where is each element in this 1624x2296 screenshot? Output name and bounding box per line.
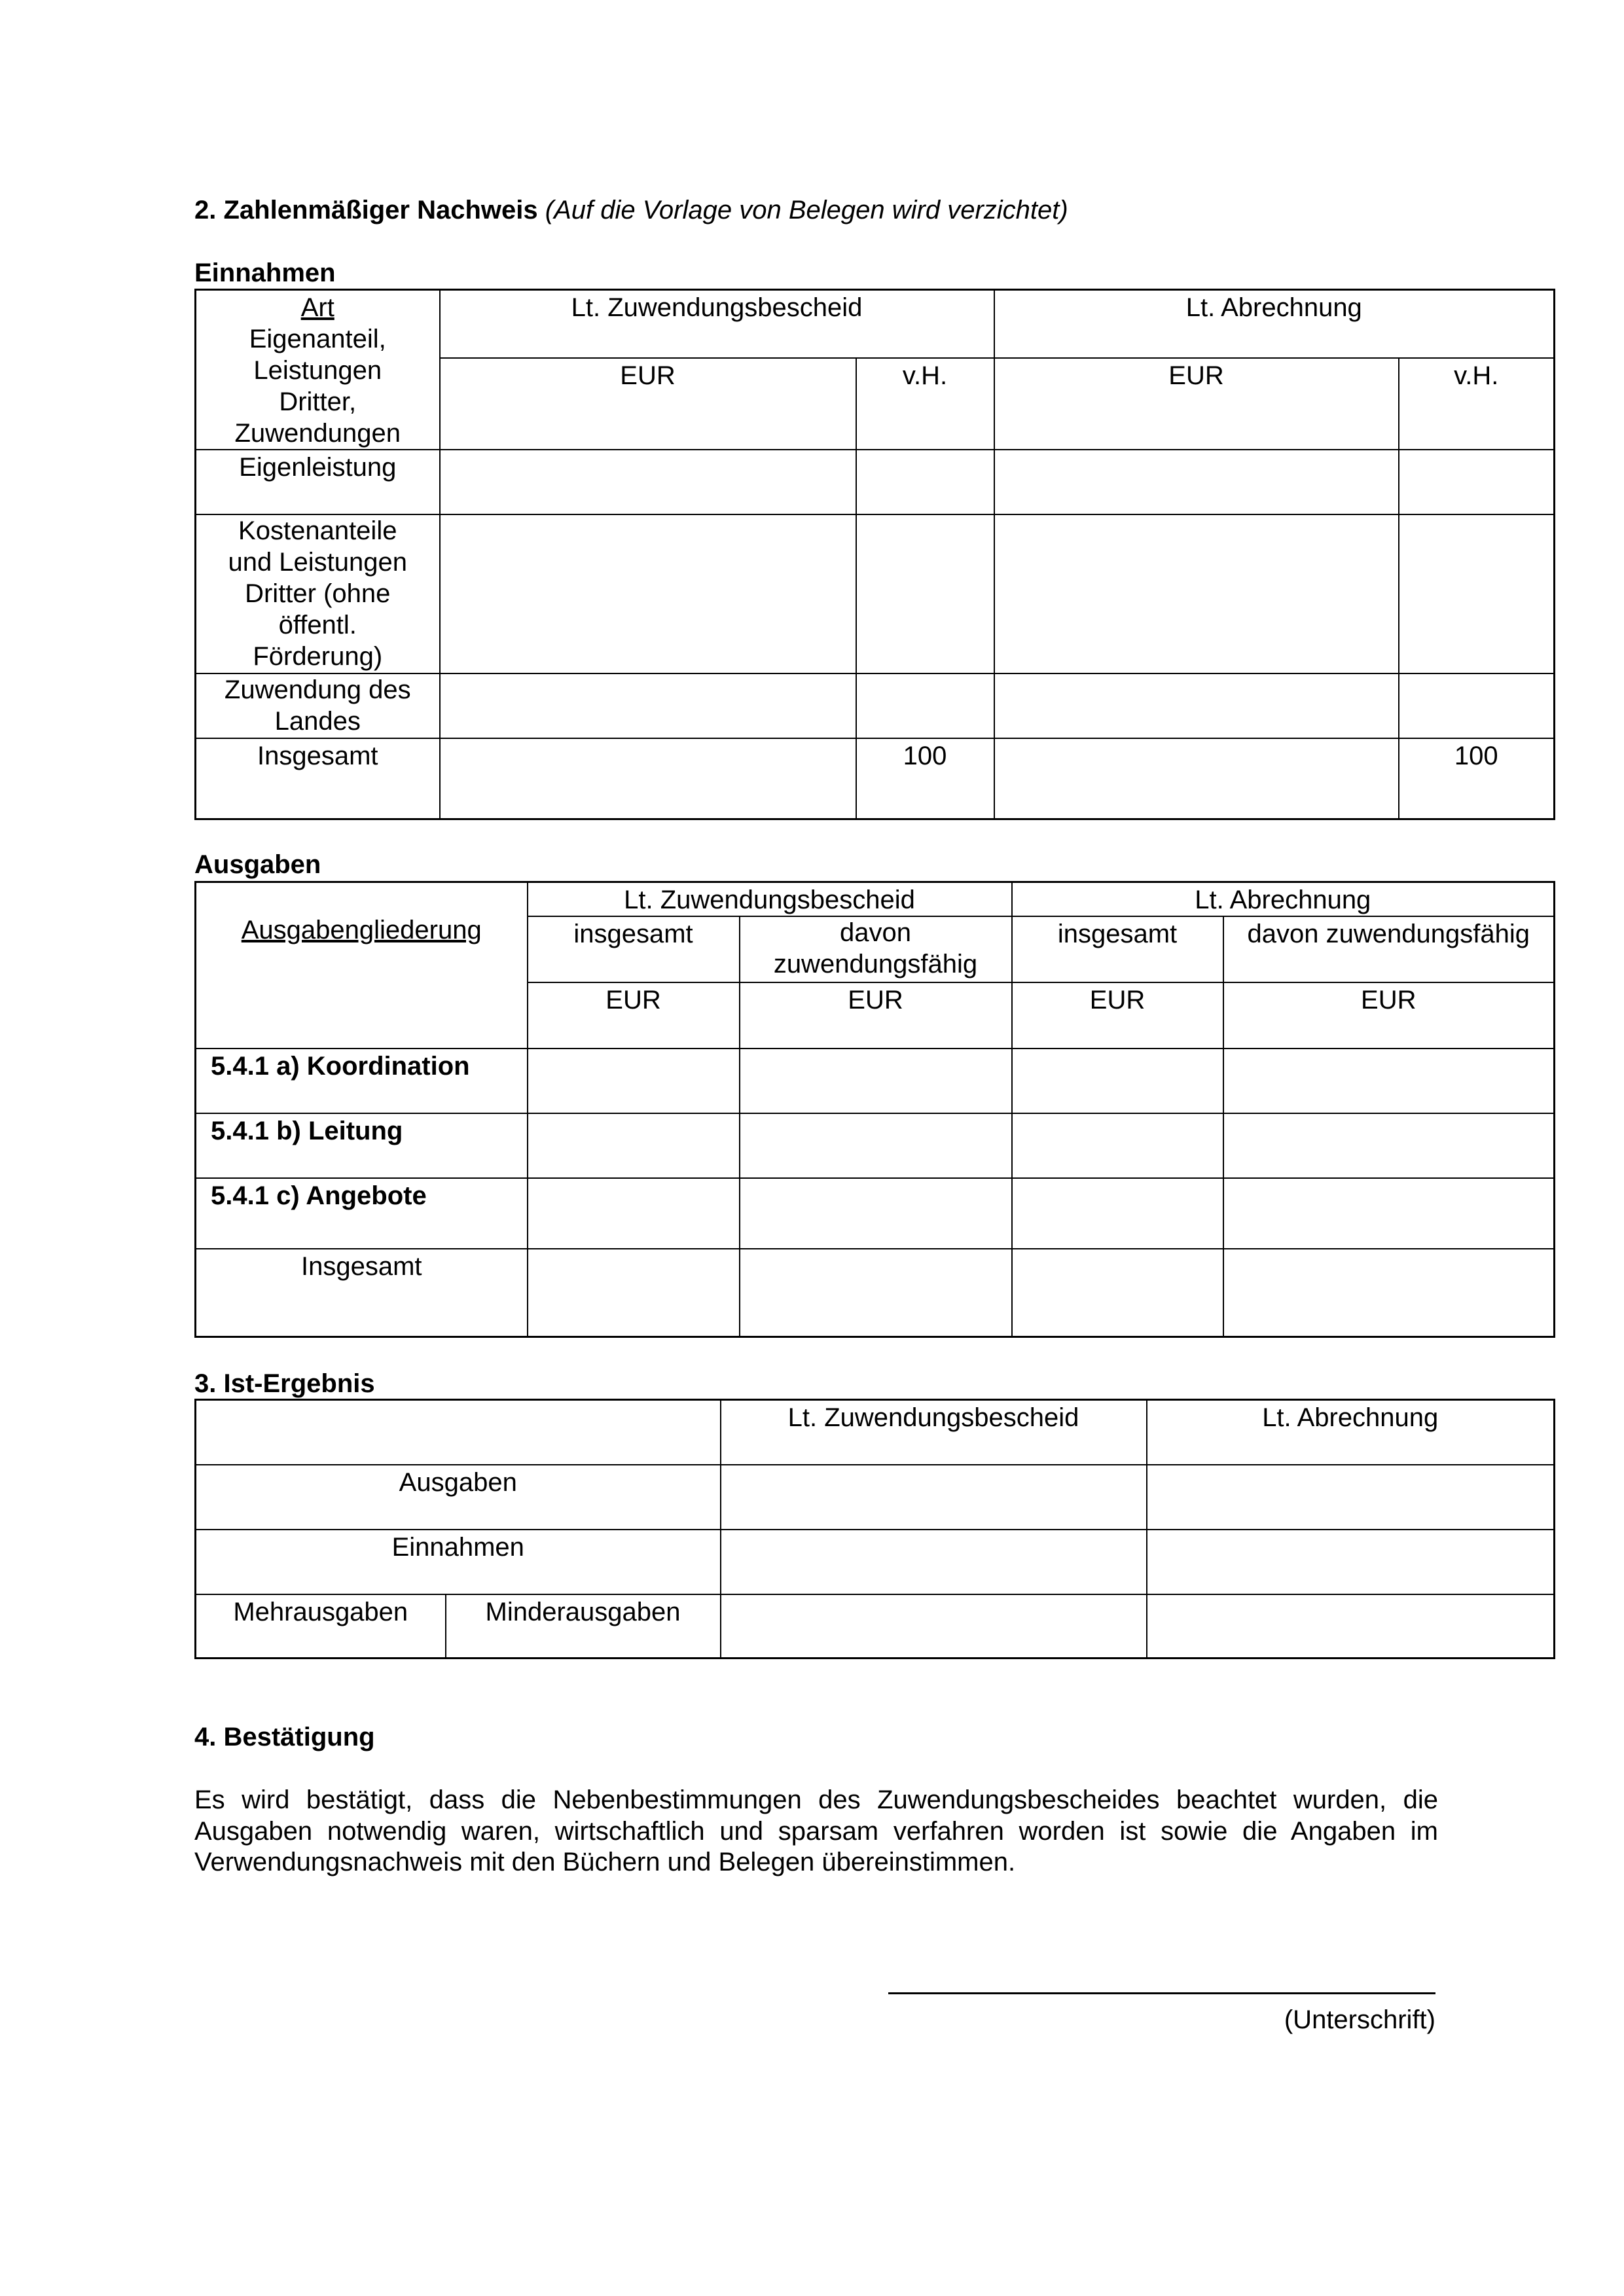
ausgaben-unit: EUR bbox=[528, 982, 740, 1049]
einnahmen-sub-vh: v.H. bbox=[1399, 358, 1555, 450]
input-cell[interactable] bbox=[440, 673, 856, 738]
input-cell[interactable] bbox=[1223, 1249, 1555, 1336]
bestaetigung-text: Es wird bestätigt, dass die Nebenbestimmungen des Zuwendungsbescheides beachtet wurden, die Ausgaben notwendig waren, wirtschaftlich und sparsam verfahren worden ist sowie die Angaben im Verwendungsnachweis mit den Büchern und Belegen übereinstimmen. bbox=[194, 1785, 1438, 1876]
art-desc-line: Zuwendungen bbox=[234, 419, 401, 448]
ist-ergebnis-heading: 3. Ist-Ergebnis bbox=[194, 1369, 375, 1398]
section-2-heading bbox=[194, 194, 1068, 226]
einnahmen-sub-eur: EUR bbox=[994, 358, 1399, 450]
input-cell[interactable] bbox=[1147, 1465, 1555, 1530]
input-cell[interactable] bbox=[740, 1113, 1012, 1178]
row-label: Insgesamt bbox=[196, 1249, 528, 1336]
einnahmen-table bbox=[194, 289, 1555, 820]
table-row bbox=[196, 450, 1555, 514]
einnahmen-col-abrechnung: Lt. Abrechnung bbox=[994, 290, 1555, 358]
table-row bbox=[196, 1178, 1555, 1249]
input-cell[interactable] bbox=[856, 673, 994, 738]
ist-ergebnis-table bbox=[194, 1399, 1555, 1659]
input-cell[interactable] bbox=[528, 1249, 740, 1336]
input-cell[interactable] bbox=[994, 738, 1399, 819]
input-cell[interactable] bbox=[1012, 1178, 1223, 1249]
ausgaben-heading: Ausgaben bbox=[194, 850, 321, 879]
art-desc-line: Dritter, bbox=[279, 387, 357, 416]
input-cell[interactable] bbox=[740, 1178, 1012, 1249]
art-label: Art bbox=[300, 293, 334, 322]
input-cell[interactable] bbox=[1399, 673, 1555, 738]
table-row bbox=[196, 1594, 1555, 1659]
ausgaben-sub-insgesamt: insgesamt bbox=[1012, 916, 1223, 982]
row-label: Eigenleistung bbox=[196, 450, 440, 514]
ausgaben-sub-davon: davon zuwendungsfähig bbox=[1223, 916, 1555, 982]
input-cell[interactable] bbox=[1012, 1249, 1223, 1336]
row-label: 5.4.1 a) Koordination bbox=[196, 1049, 528, 1113]
input-cell[interactable] bbox=[856, 514, 994, 673]
input-cell[interactable] bbox=[528, 1178, 740, 1249]
section-2-title: 2. Zahlenmäßiger Nachweis bbox=[194, 196, 538, 224]
table-row-total bbox=[196, 738, 1555, 819]
ist-col-bescheid: Lt. Zuwendungsbescheid bbox=[721, 1400, 1147, 1465]
einnahmen-sub-vh: v.H. bbox=[856, 358, 994, 450]
input-cell[interactable] bbox=[1223, 1178, 1555, 1249]
ausgaben-unit: EUR bbox=[1012, 982, 1223, 1049]
art-desc-line: Leistungen bbox=[253, 356, 382, 385]
ausgaben-col-abrechnung: Lt. Abrechnung bbox=[1012, 882, 1555, 917]
ausgabengliederung-header bbox=[196, 882, 528, 1049]
input-cell[interactable] bbox=[1223, 1049, 1555, 1113]
input-cell[interactable] bbox=[1012, 1049, 1223, 1113]
row-label: Kostenanteile und Leistungen Dritter (ohne öffentl. Förderung) bbox=[196, 514, 440, 673]
row-label: 5.4.1 c) Angebote bbox=[196, 1178, 528, 1249]
input-cell[interactable] bbox=[994, 450, 1399, 514]
input-cell[interactable] bbox=[1223, 1113, 1555, 1178]
row-label-ausgaben: Ausgaben bbox=[196, 1465, 721, 1530]
signature-line[interactable] bbox=[888, 1992, 1435, 1994]
einnahmen-col-bescheid: Lt. Zuwendungsbescheid bbox=[440, 290, 994, 358]
einnahmen-sub-eur: EUR bbox=[440, 358, 856, 450]
row-label-minderausgaben: Minderausgaben bbox=[446, 1594, 721, 1659]
ausgaben-unit: EUR bbox=[740, 982, 1012, 1049]
input-cell[interactable] bbox=[440, 738, 856, 819]
input-cell[interactable] bbox=[1399, 450, 1555, 514]
input-cell[interactable] bbox=[440, 514, 856, 673]
table-row bbox=[196, 1049, 1555, 1113]
total-vh: 100 bbox=[856, 738, 994, 819]
signature-label: (Unterschrift) bbox=[1284, 2005, 1435, 2034]
ausgaben-table bbox=[194, 881, 1555, 1338]
ausgaben-sub-insgesamt: insgesamt bbox=[528, 916, 740, 982]
table-row bbox=[196, 1465, 1555, 1530]
table-row bbox=[196, 514, 1555, 673]
input-cell[interactable] bbox=[721, 1594, 1147, 1659]
ausgaben-unit: EUR bbox=[1223, 982, 1555, 1049]
input-cell[interactable] bbox=[1012, 1113, 1223, 1178]
row-label: 5.4.1 b) Leitung bbox=[196, 1113, 528, 1178]
table-row bbox=[196, 673, 1555, 738]
input-cell[interactable] bbox=[994, 673, 1399, 738]
row-label: Insgesamt bbox=[196, 738, 440, 819]
input-cell[interactable] bbox=[528, 1113, 740, 1178]
ist-col-abrechnung: Lt. Abrechnung bbox=[1147, 1400, 1555, 1465]
input-cell[interactable] bbox=[740, 1249, 1012, 1336]
einnahmen-heading: Einnahmen bbox=[194, 259, 336, 287]
row-label-einnahmen: Einnahmen bbox=[196, 1530, 721, 1594]
input-cell[interactable] bbox=[528, 1049, 740, 1113]
section-2-note: (Auf die Vorlage von Belegen wird verzichtet) bbox=[545, 196, 1068, 224]
bestaetigung-heading: 4. Bestätigung bbox=[194, 1723, 375, 1751]
input-cell[interactable] bbox=[440, 450, 856, 514]
table-row bbox=[196, 1530, 1555, 1594]
row-label-mehrausgaben: Mehrausgaben bbox=[196, 1594, 446, 1659]
einnahmen-art-header bbox=[196, 290, 440, 450]
total-vh: 100 bbox=[1399, 738, 1555, 819]
row-label: Zuwendung des Landes bbox=[196, 673, 440, 738]
input-cell[interactable] bbox=[1147, 1530, 1555, 1594]
table-row bbox=[196, 1113, 1555, 1178]
input-cell[interactable] bbox=[856, 450, 994, 514]
ausgaben-sub-davon: davon zuwendungsfähig bbox=[740, 916, 1012, 982]
input-cell[interactable] bbox=[721, 1530, 1147, 1594]
input-cell[interactable] bbox=[1399, 514, 1555, 673]
ausgaben-col-bescheid: Lt. Zuwendungsbescheid bbox=[528, 882, 1012, 917]
input-cell[interactable] bbox=[1147, 1594, 1555, 1659]
input-cell[interactable] bbox=[721, 1465, 1147, 1530]
input-cell[interactable] bbox=[994, 514, 1399, 673]
art-desc-line: Eigenanteil, bbox=[249, 325, 386, 353]
table-row-total bbox=[196, 1249, 1555, 1336]
input-cell[interactable] bbox=[740, 1049, 1012, 1113]
ausgabengliederung-label: Ausgabengliederung bbox=[241, 916, 482, 944]
ist-empty-header bbox=[196, 1400, 721, 1465]
